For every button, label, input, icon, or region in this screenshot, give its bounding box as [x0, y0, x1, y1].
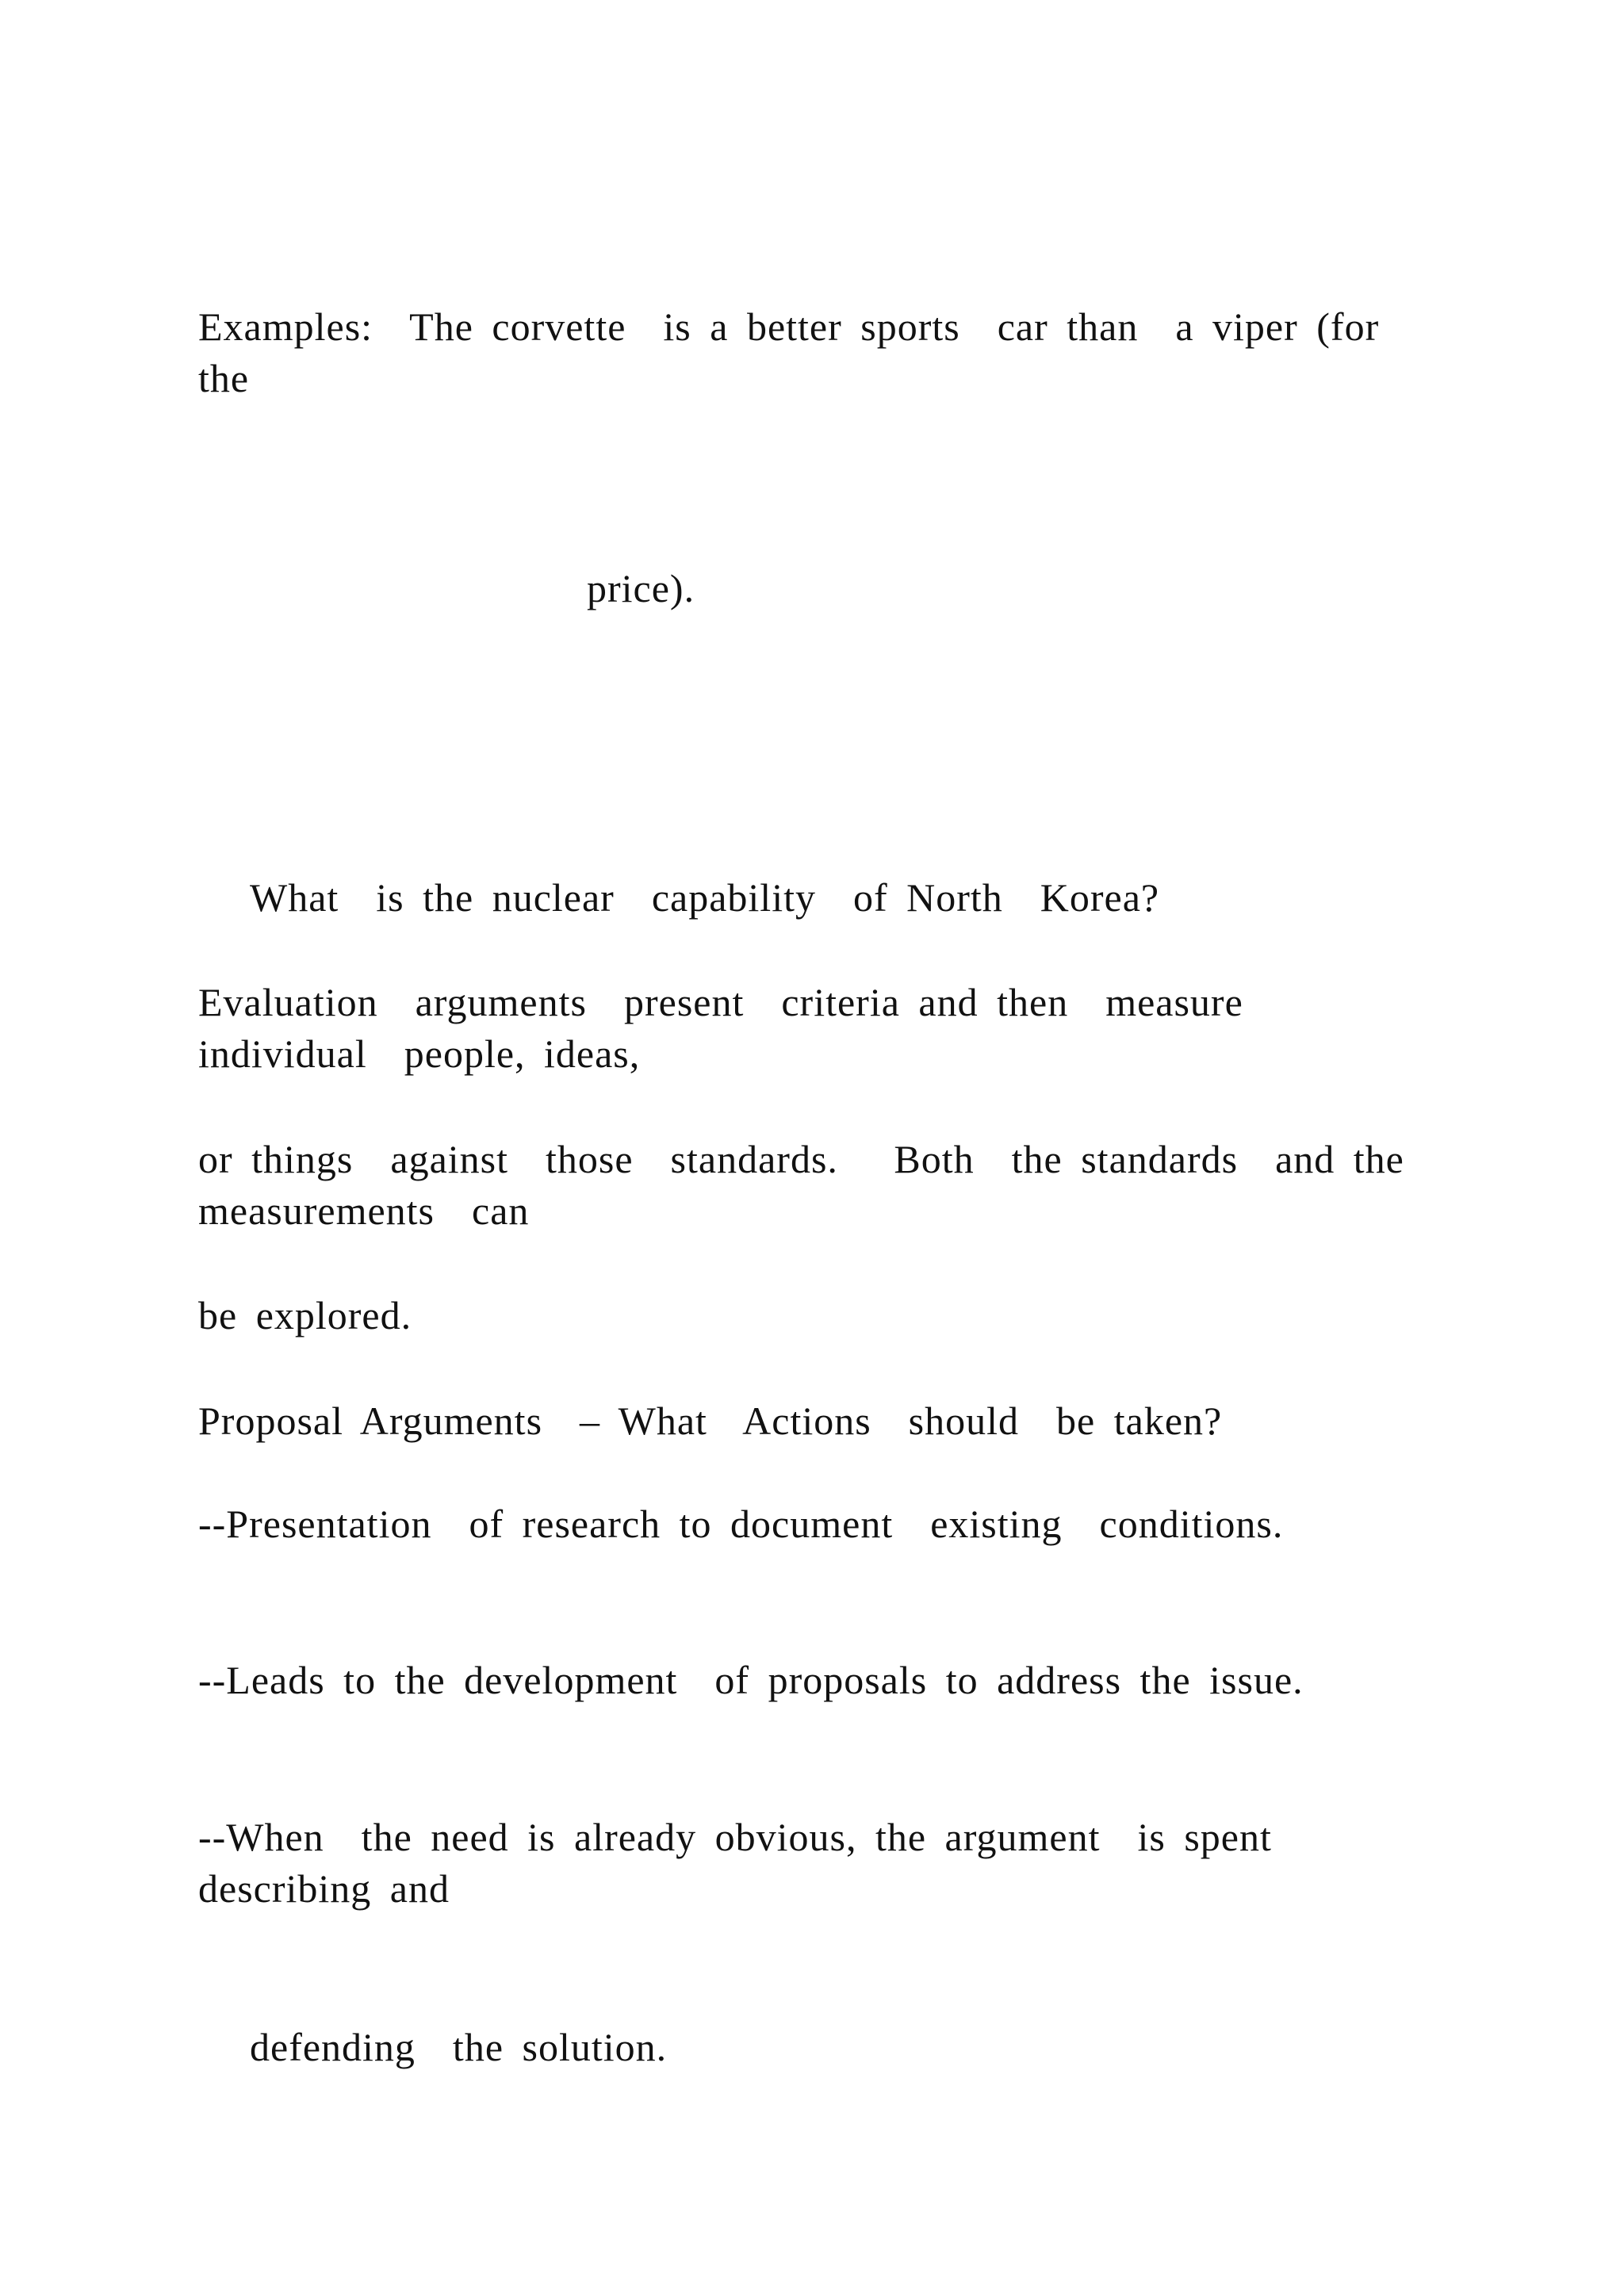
text-line: Proposal Arguments – What Actions should be taken? [198, 1399, 1223, 1443]
text-line: What is the nuclear capability of North Korea? [250, 875, 1160, 920]
text-line: Evaluation arguments present criteria and then measure [198, 980, 1243, 1024]
text-line: individual people, ideas, [198, 1031, 641, 1076]
text-line: price). [587, 566, 695, 610]
text-line: the [198, 356, 250, 400]
text-line: --When the need is already obvious, the argument is spent [198, 1815, 1272, 1859]
text-line: or things against those standards. Both the standards and the [198, 1137, 1404, 1181]
text-line: --Leads to the development of proposals to address the issue. [198, 1658, 1304, 1702]
text-line: measurements can [198, 1188, 530, 1233]
text-line: --Presentation of research to document existing conditions. [198, 1502, 1284, 1546]
text-line: be explored. [198, 1293, 412, 1337]
text-line: Examples: The corvette is a better sports car than a viper (for [198, 304, 1380, 349]
text-line: describing and [198, 1866, 450, 1911]
text-line: defending the solution. [250, 2025, 668, 2069]
